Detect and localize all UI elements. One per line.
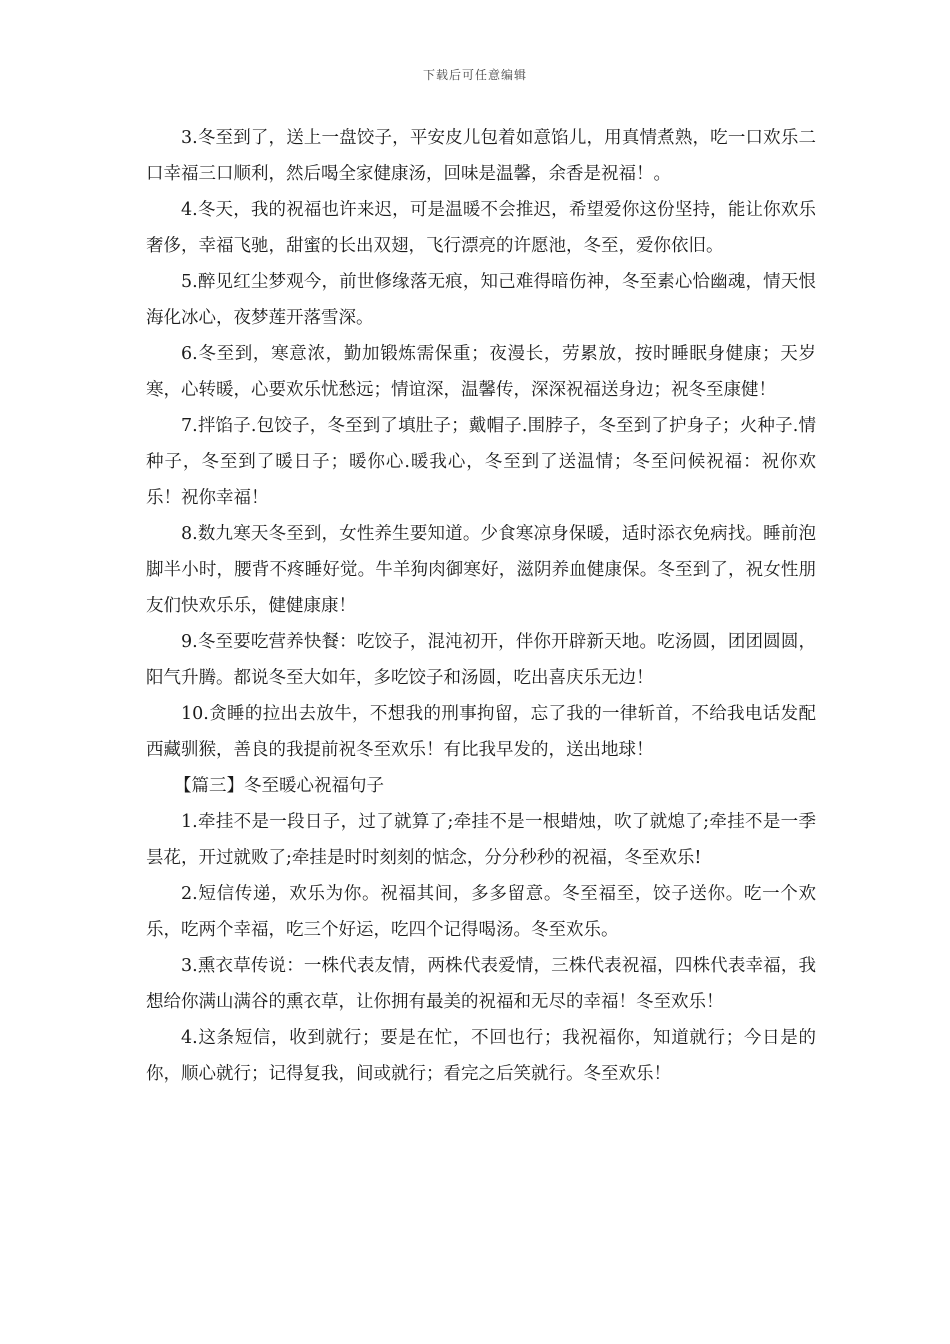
section-heading: 【篇三】冬至暖心祝福句子	[174, 776, 384, 796]
document-body	[146, 120, 816, 1092]
paragraph-blessing-8: 8.数九寒天冬至到，女性养生要知道。少食寒凉身保暖，适时添衣免病找。睡前泡脚半小时，腰背不疼睡好觉。牛羊狗肉御寒好，滋阴养血健康保。冬至到了，祝女性朋友们快欢乐乐，健健康康！	[146, 524, 816, 616]
paragraph-section3-2: 2.短信传递，欢乐为你。祝福其间，多多留意。冬至福至，饺子送你。吃一个欢乐，吃两个幸福，吃三个好运，吃四个记得喝汤。冬至欢乐。	[146, 884, 816, 940]
paragraph-blessing-9: 9.冬至要吃营养快餐：吃饺子，混沌初开，伴你开辟新天地。吃汤圆，团团圆圆，阳气升腾。都说冬至大如年，多吃饺子和汤圆，吃出喜庆乐无边！	[146, 632, 816, 688]
paragraph-blessing-6: 6.冬至到，寒意浓，勤加锻炼需保重；夜漫长，劳累放，按时睡眠身健康；天岁寒，心转暖，心要欢乐忧愁远；情谊深，温馨传，深深祝福送身边；祝冬至康健！	[146, 344, 816, 400]
paragraph-blessing-3: 3.冬至到了，送上一盘饺子，平安皮儿包着如意馅儿，用真情煮熟，吃一口欢乐二口幸福三口顺利，然后喝全家健康汤，回味是温馨，余香是祝福！。	[146, 128, 816, 184]
page-header: 下载后可任意编辑	[422, 68, 527, 82]
paragraph-blessing-10: 10.贪睡的拉出去放牛，不想我的刑事拘留，忘了我的一律斩首，不给我电话发配西藏驯猴，善良的我提前祝冬至欢乐！有比我早发的，送出地球！	[146, 704, 816, 760]
paragraph-blessing-5: 5.醉见红尘梦观今，前世修缘落无痕，知己难得暗伤神，冬至素心恰幽魂，情天恨海化冰心，夜梦莲开落雪深。	[146, 272, 816, 328]
paragraph-section3-3: 3.熏衣草传说：一株代表友情，两株代表爱情，三株代表祝福，四株代表幸福，我想给你满山满谷的熏衣草，让你拥有最美的祝福和无尽的幸福！冬至欢乐！	[146, 956, 816, 1012]
paragraph-section3-4: 4.这条短信，收到就行；要是在忙，不回也行；我祝福你，知道就行；今日是的你，顺心就行；记得复我，间或就行；看完之后笑就行。冬至欢乐！	[146, 1028, 816, 1084]
paragraph-blessing-7: 7.拌馅子.包饺子，冬至到了填肚子；戴帽子.围脖子，冬至到了护身子；火种子.情种子，冬至到了暖日子；暖你心.暖我心，冬至到了送温情；冬至问候祝福：祝你欢乐！祝你幸福！	[146, 416, 816, 508]
paragraph-blessing-4: 4.冬天，我的祝福也许来迟，可是温暖不会推迟，希望爱你这份坚持，能让你欢乐奢侈，幸福飞驰，甜蜜的长出双翅，飞行漂亮的许愿池，冬至，爱你依旧。	[146, 200, 816, 256]
paragraph-section3-1: 1.牵挂不是一段日子，过了就算了;牵挂不是一根蜡烛，吹了就熄了;牵挂不是一季昙花，开过就败了;牵挂是时时刻刻的惦念，分分秒秒的祝福，冬至欢乐!	[146, 812, 816, 868]
